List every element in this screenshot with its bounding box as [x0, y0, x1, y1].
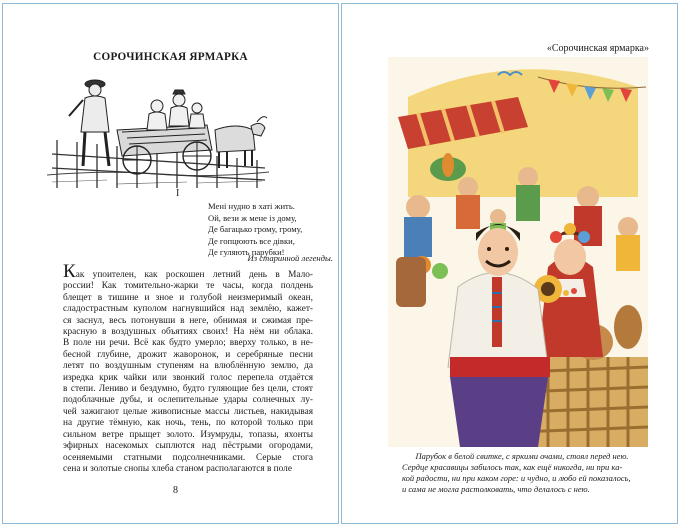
epigraph-line: Ой, вези ж мене із дому,: [208, 212, 297, 223]
epigraph-line: Де багацько грому, грому,: [208, 224, 303, 235]
caption-line: Парубок в белой свитке, с яркими очами, стоял перед нею.: [415, 451, 629, 461]
caption-line: и сама не могла растолковать, что делалось с нею.: [402, 484, 590, 494]
right-page: [341, 3, 678, 524]
epigraph-line: Де гопцюють все дівки,: [208, 235, 295, 246]
body-line: сладострастным куполом нагнувшийся над землёю, кажет-: [63, 304, 313, 315]
caption-line: Сердце красавицы забилось так, как ещё никогда, ни при ка-: [402, 462, 623, 472]
body-line: бесной глубине, дрожит жаворонок, и серебряные песни: [63, 349, 313, 360]
body-line: россии! Как томительно-жарки те часы, когда полдень: [63, 281, 313, 292]
body-line: на другие тёмную, как ночь, тень, по которой только при: [63, 418, 313, 429]
chapter-title: СОРОЧИНСКАЯ ЯРМАРКА: [93, 51, 248, 63]
illustration-caption: [402, 451, 642, 495]
body-line: летят по воздушным ступеням на влюблённую землю, да: [63, 361, 313, 372]
epigraph-line: Мені нудно в хаті жить.: [208, 201, 295, 211]
body-line: блещет в тишине и зное и голубой неизмеримый океан,: [63, 292, 313, 303]
page-number: 8: [173, 485, 178, 496]
body-line: В поле ни речи. Всё как будто умерло; вверху только, в не-: [63, 338, 313, 349]
epigraph: [208, 201, 333, 259]
section-number: I: [176, 188, 180, 199]
body-line: ся заснул, весь потонувши в неге, обнимая и сжимая пре-: [63, 315, 313, 326]
epigraph-source: Из старинной легенды.: [247, 253, 333, 263]
body-line: в степи. Лениво и бездумно, будто гуляющие без цели, стоят: [63, 384, 313, 395]
body-line: сена и золотые снопы хлеба станом располагаются в поле: [63, 463, 292, 474]
body-line: [63, 261, 313, 282]
body-line: сильном ветре прыщет золото. Изумруды, топазы, яхонты: [63, 429, 313, 440]
engraving-illustration: [47, 70, 269, 190]
body-line: подоблачные дубы, и ослепительные удары солнечных лу-: [63, 395, 313, 406]
dropcap: К: [63, 261, 76, 282]
left-page: [2, 3, 339, 524]
body-line: красную в воздушных объятиях своих! На нём ни облака.: [63, 327, 313, 338]
epigraph-line: Де гуляють парубки!: [208, 247, 285, 258]
body-line: чей зажигают целые живописные массы листьев, накидывая: [63, 406, 313, 417]
body-text: [63, 261, 313, 475]
fair-illustration: [388, 57, 648, 447]
body-line: осеняемыми статными подсолнечниками. Серые стога: [63, 452, 313, 463]
body-line: изредка крик чайки или звонкий голос перепела отдаётся: [63, 372, 313, 383]
body-line-text: ак упоителен, как роскошен летний день в Мало-: [75, 270, 313, 280]
running-head: «Сорочинская ярмарка»: [546, 43, 649, 54]
body-line: эфирных насекомых сыплются над пёстрыми огородами,: [63, 441, 313, 452]
caption-line: кой радости, ни при каком горе: и чудно, и любо ей показалось,: [402, 473, 631, 483]
